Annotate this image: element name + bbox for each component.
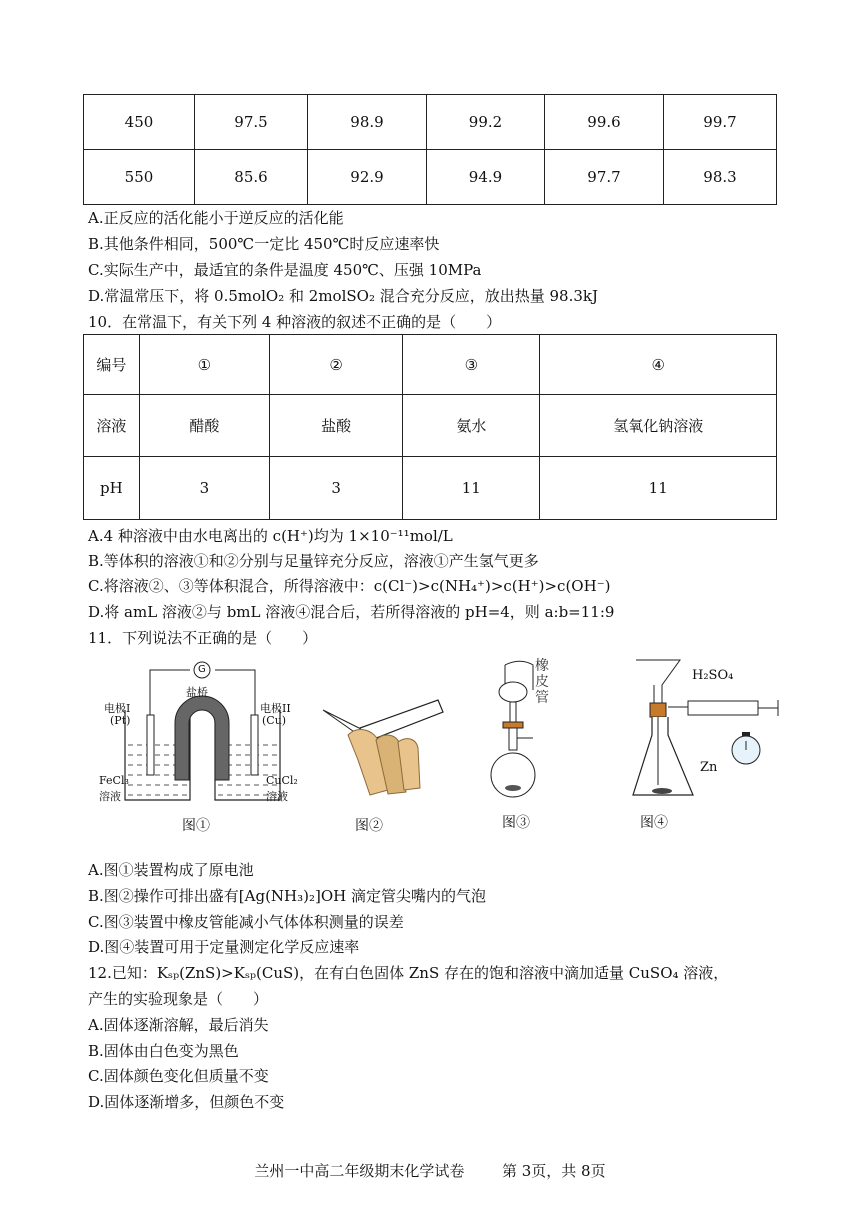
flask-diagram — [485, 660, 565, 805]
table-row — [84, 150, 777, 205]
table-cell: 醋酸 — [139, 395, 269, 457]
q9-option-d: D.常温常压下，将 0.5molO₂ 和 2molSO₂ 混合充分反应，放出热量 98.3kJ — [88, 287, 599, 305]
zinc-label: Zn — [700, 760, 718, 775]
table-cell: 溶液 — [84, 395, 140, 457]
q12-stem-line2: 产生的实验现象是（ ） — [88, 990, 269, 1008]
right-solution-label: CuCl₂ — [266, 774, 298, 787]
table-cell: 氨水 — [403, 395, 540, 457]
table-row — [84, 95, 777, 150]
figure-4-caption: 图④ — [640, 815, 668, 831]
left-solution-label: FeCl₃ — [99, 774, 129, 787]
q10-option-c: C.将溶液②、③等体积混合，所得溶液中：c(Cl⁻)>c(NH₄⁺)>c(H⁺)>c(OH⁻) — [88, 577, 611, 595]
table-cell: 550 — [84, 150, 195, 205]
table-row — [84, 395, 777, 457]
q12-option-a: A.固体逐渐溶解，最后消失 — [88, 1016, 269, 1034]
table-cell: 氢氧化钠溶液 — [540, 395, 777, 457]
figure-flask-rubber-tube — [485, 660, 565, 805]
table-cell: 盐酸 — [270, 395, 403, 457]
footer-page-number: 第 3页，共 8页 — [501, 1162, 606, 1180]
table-cell: 97.7 — [545, 150, 664, 205]
table-cell: pH — [84, 457, 140, 520]
table-row — [84, 457, 777, 520]
acid-label: H₂SO₄ — [692, 668, 734, 683]
footer-title: 兰州一中高二年级期末化学试卷 — [254, 1162, 465, 1180]
rubber-tube-label: 橡皮管 — [535, 658, 549, 706]
table-cell: ② — [270, 335, 403, 395]
q11-option-c: C.图③装置中橡皮管能减小气体体积测量的误差 — [88, 913, 404, 931]
table-cell: 85.6 — [195, 150, 308, 205]
q9-option-b: B.其他条件相同，500℃一定比 450℃时反应速率快 — [88, 235, 440, 253]
right-electrode-material: (Cu) — [262, 714, 287, 727]
q9-option-c: C.实际生产中，最适宜的条件是温度 450℃、压强 10MPa — [88, 261, 482, 279]
salt-bridge-label: 盐桥 — [186, 686, 208, 699]
q12-stem-line1: 12.已知：Kₛₚ(ZnS)>Kₛₚ(CuS)，在有白色固体 ZnS 存在的饱和溶液中滴加适量 CuSO₄ 溶液， — [88, 964, 729, 982]
burette-hand-diagram — [318, 690, 448, 810]
table-cell: 11 — [540, 457, 777, 520]
q12-option-c: C.固体颜色变化但质量不变 — [88, 1067, 269, 1085]
solutions-table — [83, 334, 777, 520]
table-cell: ① — [139, 335, 269, 395]
table-cell: ④ — [540, 335, 777, 395]
figure-1-caption: 图① — [182, 818, 210, 834]
q10-option-a: A.4 种溶液中由水电离出的 c(H⁺)均为 1×10⁻¹¹mol/L — [88, 527, 453, 545]
conversion-table — [83, 94, 777, 205]
left-solution-label-2: 溶液 — [99, 790, 121, 803]
figure-3-caption: 图③ — [502, 815, 530, 831]
table-row — [84, 335, 777, 395]
q12-option-d: D.固体逐渐增多，但颜色不变 — [88, 1093, 285, 1111]
table-cell: ③ — [403, 335, 540, 395]
table-cell: 3 — [139, 457, 269, 520]
q10-stem: 10．在常温下，有关下列 4 种溶液的叙述不正确的是（ ） — [88, 313, 502, 331]
table-cell: 3 — [270, 457, 403, 520]
table-cell: 94.9 — [427, 150, 545, 205]
right-solution-label-2: 溶液 — [266, 790, 288, 803]
table-cell: 99.7 — [664, 95, 777, 150]
q10-option-d: D.将 amL 溶液②与 bmL 溶液④混合后，若所得溶液的 pH=4，则 a:b=11:9 — [88, 603, 615, 621]
table-cell: 99.2 — [427, 95, 545, 150]
figure-burette-tip — [318, 690, 448, 810]
table-cell: 92.9 — [308, 150, 427, 205]
q11-option-d: D.图④装置可用于定量测定化学反应速率 — [88, 938, 360, 956]
q10-option-b: B.等体积的溶液①和②分别与足量锌充分反应，溶液①产生氢气更多 — [88, 552, 539, 570]
left-electrode-material: (Pt) — [110, 714, 131, 727]
table-cell: 编号 — [84, 335, 140, 395]
q11-stem: 11．下列说法不正确的是（ ） — [88, 629, 318, 647]
table-cell: 99.6 — [545, 95, 664, 150]
q11-option-b: B.图②操作可排出盛有[Ag(NH₃)₂]OH 滴定管尖嘴内的气泡 — [88, 887, 487, 905]
table-cell: 98.9 — [308, 95, 427, 150]
galvanometer-label: G — [198, 664, 206, 675]
right-electrode-label: 电极II — [260, 702, 291, 715]
figure-2-caption: 图② — [355, 818, 383, 834]
q12-option-b: B.固体由白色变为黑色 — [88, 1042, 239, 1060]
table-cell: 11 — [403, 457, 540, 520]
page-footer — [0, 1160, 860, 1181]
q9-option-a: A.正反应的活化能小于逆反应的活化能 — [88, 209, 344, 227]
table-cell: 97.5 — [195, 95, 308, 150]
left-electrode-label: 电极I — [104, 702, 131, 715]
table-cell: 98.3 — [664, 150, 777, 205]
q11-option-a: A.图①装置构成了原电池 — [88, 861, 254, 879]
table-cell: 450 — [84, 95, 195, 150]
